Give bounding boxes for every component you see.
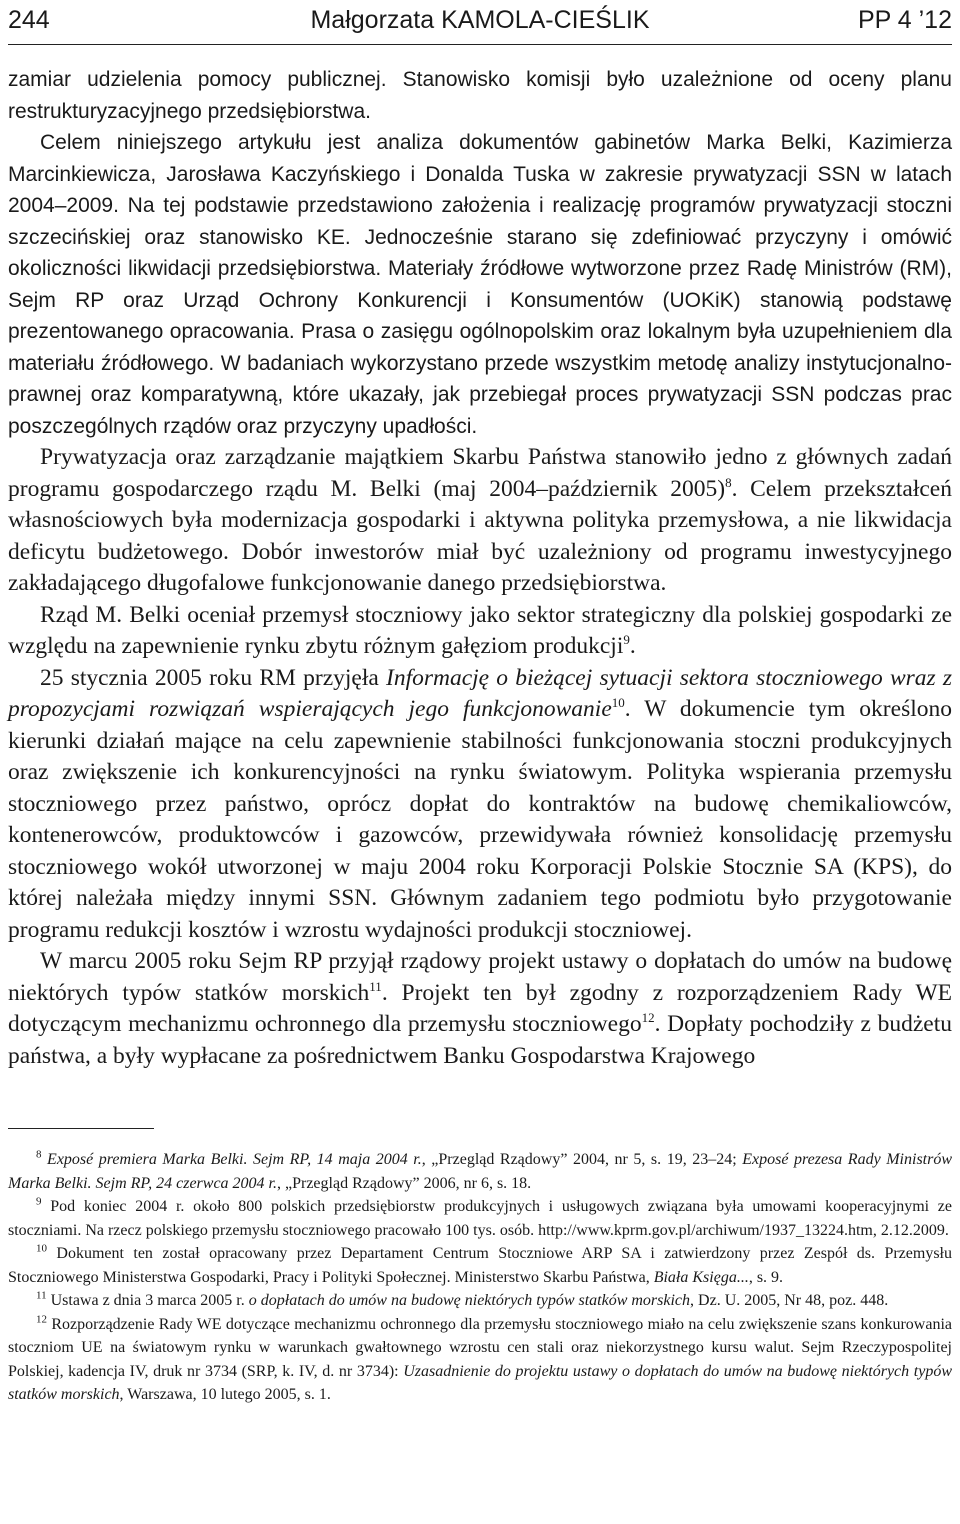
- footnote-text: , s. 9.: [748, 1268, 784, 1286]
- paragraph-2: [8, 127, 952, 442]
- footnote-text: , Dz. U. 2005, Nr 48, poz. 448.: [690, 1292, 889, 1309]
- paragraph-3: [8, 442, 952, 600]
- paragraph-6-text-a: W marcu 2005 roku Sejm RP przyjął rządowy projekt ustawy o dopłatach do umów na budowę niektórych typów statków morskich: [8, 948, 952, 1006]
- running-header: [8, 2, 952, 38]
- footnote-ref-8[interactable]: 8: [725, 474, 732, 490]
- page-number: 244: [8, 6, 50, 34]
- journal-issue: PP 4 ’12: [857, 6, 952, 34]
- paragraph-5-text-b: . W dokumencie tym określono kierunki działań mające na celu zapewnienie stabilności funkcjonowania stoczni produkcyjnych oraz zwiększenie ich konkurencyjności na rynku światowym. Polityka wspierania przemysłu stoczniowego przez państwo, oprócz dopłat do kontraktów na budowę chemikaliowców, kontenerowców, produktowców i gazowców, przewidywała również konsolidację przemysłu stoczniowego wokół utworzonej w maju 2004 roku Korporacji Polskie Stocznie SA (KPS), do której należała między innymi SSN. Głównym zadaniem tego podmiotu było przygotowanie programu redukcji kosztów i wzrostu wydajności produkcji stoczniowej.: [8, 696, 952, 943]
- header-rule: [8, 44, 952, 45]
- footnote-text: Dokument ten został opracowany przez Departament Centrum Stoczniowe ARP SA i zatwierdzony przez Zespół ds. Przemysłu Stoczniowego Ministerstwa Gospodarki, Pracy i Polityki Społecznej. Ministerstwo Skarbu Państwa,: [8, 1245, 953, 1286]
- footnote-italic: Exposé prezesa Rady Ministrów Marka Belki. Sejm RP, 24 czerwca 2004 r.: [8, 1151, 953, 1192]
- footnote-number: 9: [36, 1195, 42, 1208]
- footnote-ref-11[interactable]: 11: [369, 978, 382, 994]
- footnote-text: Pod koniec 2004 r. około 800 polskich przedsiębiorstw produkcyjnych i usługowych związana była umowami kooperacyjnymi ze stoczniami. Na rzecz polskiego przemysłu stoczniowego pracowało 100 tys. osób. http://www.kprm.gov.pl/archiwum/1937_13224.htm, 2.12.2009.: [8, 1198, 953, 1239]
- footnote-12: [8, 1313, 952, 1407]
- footnotes: [8, 1148, 952, 1407]
- paragraph-3-text-b: . Celem przekształceń własnościowych była modernizacja gospodarki i aktywna polityka przemysłowa, a nie likwidacja deficytu budżetowego. Dobór inwestorów miał być uzależniony od programu inwestycyjnego zakładającego długofalowe funkcjonowanie danego przedsiębiorstwa.: [8, 475, 952, 596]
- footnote-ref-12[interactable]: 12: [641, 1010, 655, 1026]
- footnote-number: 8: [36, 1148, 42, 1161]
- paragraph-4-text-b: .: [629, 633, 636, 659]
- footnote-number: 10: [36, 1242, 47, 1255]
- paragraph-5: [8, 663, 952, 947]
- footnote-italic: Biała Księga...: [653, 1268, 749, 1286]
- paragraph-1-text: zamiar udzielenia pomocy publicznej. Stanowisko komisji było uzależnione od oceny planu restrukturyzacyjnego przedsiębiorstwa.: [8, 68, 952, 123]
- paragraph-2-lead: Celem niniejszego artykułu jest analiza dokumentów gabinetów Marka Belki, Kazimierza Marcinkiewicza, Jarosława Kaczyńskiego i Donalda Tuska w zakresie prywatyzacji SSN w latach 2004–2009.: [8, 131, 952, 217]
- footnote-text: , „Przegląd Rządowy” 2004, nr 5, s. 19, 23–24;: [421, 1151, 743, 1168]
- paragraph-4: [8, 600, 952, 663]
- footnote-italic: Uzasadnienie do projektu ustawy o dopłatach do umów na budowę niektórych typów statków morskich: [8, 1362, 952, 1403]
- footnote-number: 11: [36, 1289, 47, 1302]
- paragraph-6-text-c: . Dopłaty pochodziły z budżetu państwa, a były wypłacane za pośrednictwem Banku Gospodarstwa Krajowego: [8, 1011, 952, 1069]
- footnote-9: [8, 1195, 952, 1242]
- paragraph-1: [8, 64, 952, 127]
- paragraph-4-text-a: Rząd M. Belki oceniał przemysł stoczniowy jako sektor strategiczny dla polskiej gospodarki ze względu na zapewnienie rynku zbytu różnym gałęziom produkcji: [8, 601, 952, 659]
- document-title: Informację o bieżącej sytuacji sektora stoczniowego wraz z propozycjami rozwiązań wspierających jego funkcjonowanie: [8, 664, 952, 722]
- footnote-10: [8, 1242, 952, 1289]
- footnote-text: Ustawa z dnia 3 marca 2005 r.: [50, 1292, 249, 1309]
- footnote-11: [8, 1289, 952, 1313]
- footnote-text: , „Przegląd Rządowy” 2006, nr 6, s. 18.: [277, 1174, 532, 1192]
- footnote-ref-10[interactable]: 10: [611, 695, 625, 711]
- paragraph-6-text-b: . Projekt ten był zgodny z rozporządzeniem Rady WE dotyczącym mechanizmu ochronnego dla przemysłu stoczniowego: [8, 979, 952, 1037]
- footnote-italic: Exposé premiera Marka Belki. Sejm RP, 14 maja 2004 r.: [47, 1151, 422, 1168]
- footnote-ref-9[interactable]: 9: [623, 632, 630, 648]
- paragraph-5-text-a: 25 stycznia 2005 roku RM przyjęła: [40, 664, 386, 691]
- footnote-number: 12: [36, 1313, 47, 1326]
- footnote-italic: o dopłatach do umów na budowę niektórych typów statków morskich: [248, 1292, 691, 1309]
- footnote-text: , Warszawa, 10 lutego 2005, s. 1.: [119, 1386, 331, 1403]
- main-text: [8, 64, 952, 1072]
- paragraph-3-text-a: Prywatyzacja oraz zarządzanie majątkiem Skarbu Państwa stanowiło jedno z głównych zadań programu gospodarczego rządu M. Belki (maj 2004–październik 2005): [8, 444, 952, 502]
- footnote-8: [8, 1148, 952, 1195]
- running-author: Małgorzata KAMOLA-CIEŚLIK: [310, 6, 650, 34]
- footnote-rule: [8, 1128, 154, 1129]
- paragraph-6: [8, 946, 952, 1072]
- footnote-text: Rozporządzenie Rady WE dotyczące mechanizmu ochronnego dla przemysłu stoczniowego miało na celu zwiększenie szans konkurowania stoczniom UE na światowym rynku w warunkach gwałtownego wzrostu cen stali oraz niekorzystnego kursu walut. Sejm Rzeczypospolitej Polskiej, kadencja IV, druk nr 3734 (SRP, k. IV, d. nr 3734):: [8, 1315, 952, 1380]
- paragraph-2-text: Na tej podstawie przedstawiono założenia i realizację programów prywatyzacji stoczni szczecińskiej oraz stanowisko KE. Jednocześnie starano się zdefiniować przyczyny i omówić okoliczności likwidacji przedsiębiorstwa. Materiały źródłowe wytworzone przez Radę Ministrów (RM), Sejm RP oraz Urząd Ochrony Konkurencji i Konsumentów (UOKiK) stanowią podstawę prezentowanego opracowania. Prasa o zasięgu ogólnopolskim oraz lokalnym była uzupełnieniem dla materiału źródłowego. W badaniach wykorzystano przede wszystkim metodę analizy instytucjonalno-prawnej oraz komparatywną, które ukazały, jak przebiegał proces prywatyzacji SSN podczas prac poszczególnych rządów oraz przyczyny upadłości.: [8, 194, 952, 438]
